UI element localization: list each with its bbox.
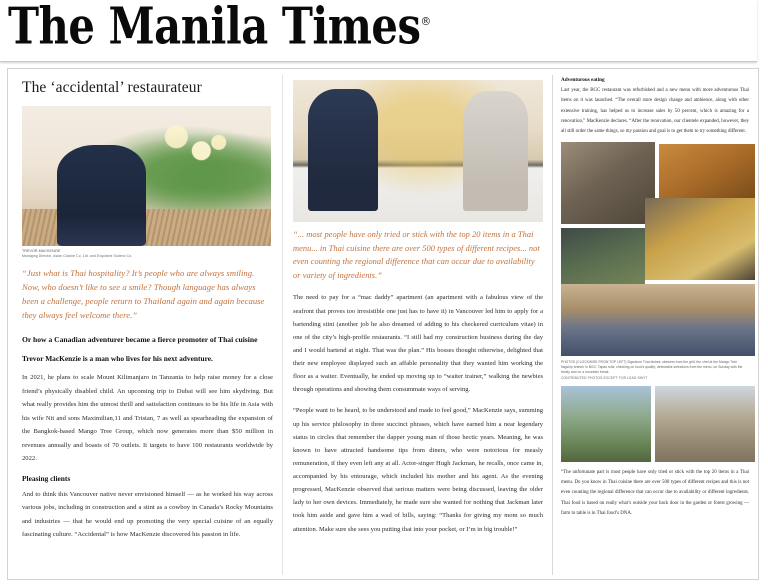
column-right [552, 75, 753, 575]
masthead-title [8, 2, 431, 61]
subhead-pleasing-clients: Pleasing clients [22, 473, 71, 483]
lead-photo-caption-title: Managing Director, Asian Cuisine Co. Ltd. and Exquisine Sodexo Co. [22, 253, 133, 258]
subhead-adventurous-eating: Adventurous eating [561, 77, 605, 83]
family-temple-photo [655, 386, 755, 462]
article-standfirst: Trevor MacKenzie is a man who lives for his next adventure. [22, 353, 213, 363]
article-deck: Or how a Canadian adventurer became a fierce promoter of Thai cuisine [22, 334, 258, 344]
lead-portrait-photo [22, 106, 271, 246]
body-paragraph: The need to pay for a “mac daddy” apartment (an apartment with a fabulous view of the seafront that proves too irresistible one just has to have it) in Vancouver led him to apply for a bartending stint (another job he also dreamed of adding to his checkered curriculum vitae) in one of the city’s high-profile restaurants. “I still had my construction business during the day and I would bartend at night. That was the plan.” His bosses thought otherwise, delighted that their new employee displayed such an affable personality that they wanted him working the floor as a waiter. Eventually, he ended up moving up to “waiter trainer,” walking the newbies through operations and showing them consummate ways of serving. [293, 294, 543, 394]
mango-sticky-rice-photo [645, 198, 755, 280]
masthead-title-text: The Manila Times [8, 0, 421, 57]
masthead [0, 0, 757, 62]
collage-caption: PHOTOS (CLOCKWISE FROM TOP LEFT) Signature Thai dishes; skewers from the grill; the chef at the Mango Tree flagship branch in BGC; Tapas rolls; checking on food’s quality; delectable selections from the menu; on Sunday with the family and on a mountain break. [561, 360, 743, 375]
mountain-trek-photo [561, 386, 651, 462]
page-title: The ‘accidental’ restaurateur [22, 79, 202, 96]
pullquote-middle: “... most people have only tried or stick with the top 20 items in a Thai menu... in Thai cuisine there are over 500 types of different recipes... not even counting the regional difference that can occur due to availability or variety of ingredients.” [293, 230, 540, 280]
photo-pair [561, 386, 757, 462]
article-frame [7, 68, 759, 580]
body-paragraph: Last year, the BGC restaurant was refurbished and a new menu with more adventurous Thai items on it was launched. “The overall store design change and ambience, along with other extensive training, has helped us to increase sales by 50 percent, which is amazing for a renovation,” MacKenzie declares. “After the renovation, our clientele expanded, however, they all still order the same things, so my passion and goal is to get them to try something different. [561, 88, 749, 135]
body-paragraph: And to think this Vancouver native never envisioned himself — as he worked his way across various jobs, including in construction and a stint as a cowboy in Canada’s Rocky Mountains and industries — that he would end up promoting the very special cuisine of an equally fascinating culture. “Accidental” is how MacKenzie discovered his passion in life. [22, 490, 273, 539]
body-paragraph: In 2021, he plans to scale Mount Kilimanjaro in Tanzania to help raise money for a close friend’s physically disabled child. An upcoming trip to Dubai will see him skydiving. But what really provides him the utmost thrill and satisfaction continues to be his life in Asia with his wife Nit and sons Maximilian,11 and Tristan, 7 as well as spearheading the expansion of the Bangkok-based Mango Tree Group, which now generates more than $50 million in revenues annually and boasts of 70 outlets. It targets to have 100 restaurants worldwide by 2022. [22, 374, 273, 463]
body-paragraph: “People want to be heard, to be understood and made to feel good,” MacKenzie says, summing up his service philosophy in three succinct phrases, which have earned him a near legendary status in circles that remember the dapper young man of those hectic years. Meaning, he was known to have attracted handsome tips from diners, who were notorious for measly remuneration, if they even left any at all. Actor-singer Hugh Jackman, he recalls, once came in, accompanied by his entourage, which included his mother and his agent. As the evening progressed, MacKenzie observed that serious matters were being discussed, leaving the older lady to her own devices. Immediately, he made sure she wanted for nothing that Jackman later took him aside and gave him a wad of bills, saying: “Thanks for giving my mom so much attention. Make sure she sees you putting that into your pocket, or I’m in big trouble!” [293, 407, 543, 533]
diners-restaurant-photo [561, 284, 755, 356]
thai-dishes-bowls-photo [561, 142, 655, 224]
column-middle [282, 75, 552, 575]
registered-trademark-icon: ® [420, 14, 431, 28]
lead-photo-caption-name: TREVOR MACKENZIE [22, 248, 61, 253]
body-paragraph: “The unfortunate part is most people have only tried or stick with the top 20 items in a Thai menu. Do you know in Thai cuisine there are over 500 types of different recipes and this is not even counting the regional difference that can occur due to availability or different ingredients. Thai food is based on really what’s outside your back door in the garden or forest growing — farm to table is in Thai food’s DNA. [561, 469, 749, 516]
chef-kitchen-photo [293, 80, 543, 222]
collage-photo-credit: CONTRIBUTED PHOTOS EXCEPT FOR LEAD SHOT [561, 375, 648, 380]
column-left [13, 75, 282, 575]
pullquote-left: “Just what is Thai hospitality? It’s people who are always smiling. Now, who doesn’t like to see a smile? Though language has always been a challenge, people return to Thailand again and again because they always feel welcome there.” [22, 267, 265, 320]
photo-collage [561, 142, 757, 356]
